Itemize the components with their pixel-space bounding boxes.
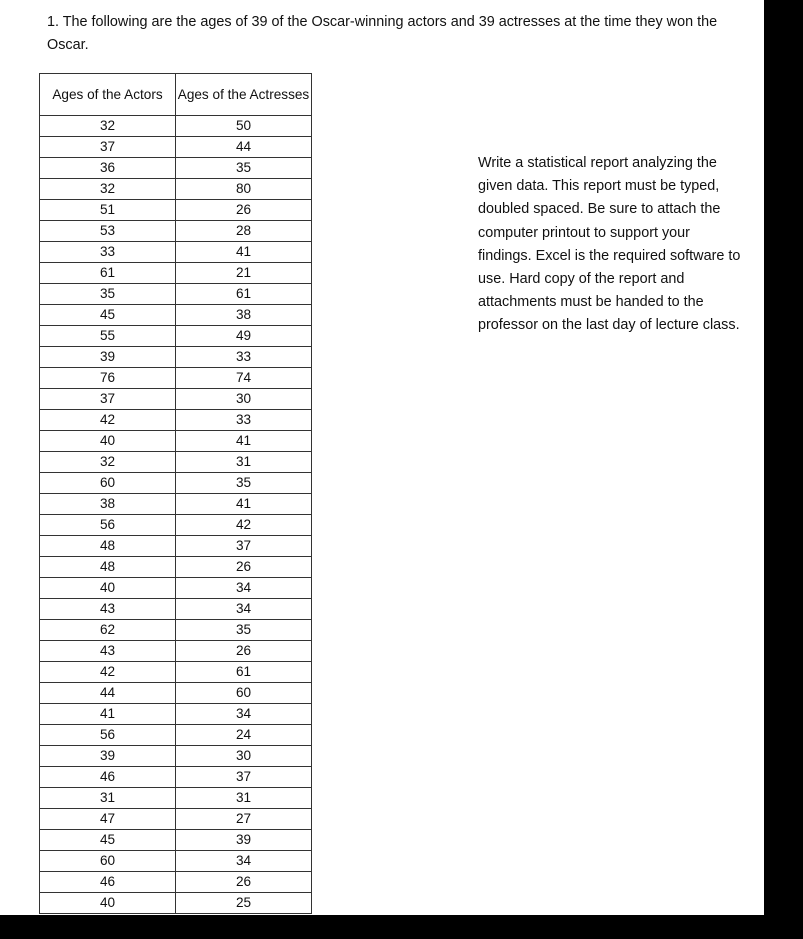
actor-age-cell: 47 <box>40 809 176 830</box>
actor-age-cell: 48 <box>40 536 176 557</box>
actress-age-cell: 35 <box>176 158 312 179</box>
table-header-row <box>40 74 312 116</box>
actor-age-cell: 39 <box>40 746 176 767</box>
instructions-text: Write a statistical report analyzing the given data. This report must be typed, doubled spaced. Be sure to attach the computer printout to support your findings. Excel is the required software to use. Hard copy of the report and attachments must be handed to the professor on the last day of lecture class. <box>478 155 741 334</box>
actor-age-cell: 32 <box>40 179 176 200</box>
actor-age-cell: 40 <box>40 431 176 452</box>
actor-age-cell: 42 <box>40 662 176 683</box>
actress-age-cell: 41 <box>176 242 312 263</box>
actor-age-cell: 37 <box>40 137 176 158</box>
table-row <box>40 221 312 242</box>
table-row <box>40 704 312 725</box>
actress-age-cell: 80 <box>176 179 312 200</box>
table-row <box>40 494 312 515</box>
actress-age-cell: 33 <box>176 347 312 368</box>
table-row <box>40 284 312 305</box>
actress-age-cell: 37 <box>176 536 312 557</box>
actress-age-cell: 34 <box>176 704 312 725</box>
actress-age-cell: 39 <box>176 830 312 851</box>
actress-age-cell: 34 <box>176 851 312 872</box>
table-row <box>40 557 312 578</box>
actor-age-cell: 60 <box>40 473 176 494</box>
ages-table <box>39 73 312 914</box>
actor-age-cell: 46 <box>40 767 176 788</box>
table-row <box>40 578 312 599</box>
actress-age-cell: 49 <box>176 326 312 347</box>
actor-age-cell: 56 <box>40 725 176 746</box>
actress-age-cell: 31 <box>176 452 312 473</box>
actress-age-cell: 30 <box>176 746 312 767</box>
actress-age-cell: 21 <box>176 263 312 284</box>
actor-age-cell: 60 <box>40 851 176 872</box>
table-row <box>40 662 312 683</box>
actor-age-cell: 45 <box>40 305 176 326</box>
table-row <box>40 431 312 452</box>
table-row <box>40 158 312 179</box>
actor-age-cell: 62 <box>40 620 176 641</box>
header-actors: Ages of the Actors <box>40 74 176 116</box>
actor-age-cell: 31 <box>40 788 176 809</box>
table-row <box>40 368 312 389</box>
actress-age-cell: 33 <box>176 410 312 431</box>
actor-age-cell: 46 <box>40 872 176 893</box>
table-row <box>40 347 312 368</box>
actor-age-cell: 41 <box>40 704 176 725</box>
actor-age-cell: 37 <box>40 389 176 410</box>
actress-age-cell: 28 <box>176 221 312 242</box>
table-row <box>40 725 312 746</box>
actress-age-cell: 24 <box>176 725 312 746</box>
actor-age-cell: 32 <box>40 116 176 137</box>
table-row <box>40 851 312 872</box>
table-row <box>40 263 312 284</box>
actor-age-cell: 39 <box>40 347 176 368</box>
actor-age-cell: 61 <box>40 263 176 284</box>
table-row <box>40 137 312 158</box>
actress-age-cell: 61 <box>176 662 312 683</box>
actor-age-cell: 36 <box>40 158 176 179</box>
actress-age-cell: 74 <box>176 368 312 389</box>
actor-age-cell: 32 <box>40 452 176 473</box>
actor-age-cell: 33 <box>40 242 176 263</box>
actor-age-cell: 38 <box>40 494 176 515</box>
table-row <box>40 179 312 200</box>
table-row <box>40 872 312 893</box>
table-row <box>40 830 312 851</box>
actress-age-cell: 30 <box>176 389 312 410</box>
actress-age-cell: 25 <box>176 893 312 914</box>
table-row <box>40 746 312 767</box>
table-row <box>40 326 312 347</box>
actor-age-cell: 44 <box>40 683 176 704</box>
actress-age-cell: 27 <box>176 809 312 830</box>
table-row <box>40 200 312 221</box>
table-row <box>40 809 312 830</box>
table-row <box>40 893 312 914</box>
actress-age-cell: 26 <box>176 200 312 221</box>
table-row <box>40 536 312 557</box>
actress-age-cell: 34 <box>176 599 312 620</box>
actress-age-cell: 60 <box>176 683 312 704</box>
actress-age-cell: 26 <box>176 557 312 578</box>
actress-age-cell: 42 <box>176 515 312 536</box>
table-row <box>40 683 312 704</box>
actor-age-cell: 53 <box>40 221 176 242</box>
actor-age-cell: 40 <box>40 578 176 599</box>
actor-age-cell: 40 <box>40 893 176 914</box>
actor-age-cell: 76 <box>40 368 176 389</box>
actor-age-cell: 48 <box>40 557 176 578</box>
table-row <box>40 788 312 809</box>
actor-age-cell: 45 <box>40 830 176 851</box>
actress-age-cell: 41 <box>176 494 312 515</box>
question-text: 1. The following are the ages of 39 of the Oscar-winning actors and 39 actresses at the time they won the Oscar. <box>47 14 718 53</box>
table-row <box>40 515 312 536</box>
actor-age-cell: 35 <box>40 284 176 305</box>
table-body <box>40 116 312 914</box>
actress-age-cell: 44 <box>176 137 312 158</box>
actress-age-cell: 61 <box>176 284 312 305</box>
table-row <box>40 389 312 410</box>
table-row <box>40 116 312 137</box>
table-row <box>40 599 312 620</box>
table-row <box>40 410 312 431</box>
actress-age-cell: 34 <box>176 578 312 599</box>
actress-age-cell: 37 <box>176 767 312 788</box>
actor-age-cell: 56 <box>40 515 176 536</box>
actress-age-cell: 26 <box>176 872 312 893</box>
table-row <box>40 305 312 326</box>
actress-age-cell: 41 <box>176 431 312 452</box>
table-row <box>40 641 312 662</box>
actress-age-cell: 50 <box>176 116 312 137</box>
actress-age-cell: 31 <box>176 788 312 809</box>
table-row <box>40 473 312 494</box>
header-actresses: Ages of the Actresses <box>176 74 312 116</box>
table-row <box>40 242 312 263</box>
table-row <box>40 767 312 788</box>
actor-age-cell: 55 <box>40 326 176 347</box>
actor-age-cell: 43 <box>40 599 176 620</box>
actress-age-cell: 38 <box>176 305 312 326</box>
table-row <box>40 452 312 473</box>
actress-age-cell: 35 <box>176 620 312 641</box>
actor-age-cell: 43 <box>40 641 176 662</box>
actress-age-cell: 26 <box>176 641 312 662</box>
table-row <box>40 620 312 641</box>
actress-age-cell: 35 <box>176 473 312 494</box>
actor-age-cell: 51 <box>40 200 176 221</box>
actor-age-cell: 42 <box>40 410 176 431</box>
